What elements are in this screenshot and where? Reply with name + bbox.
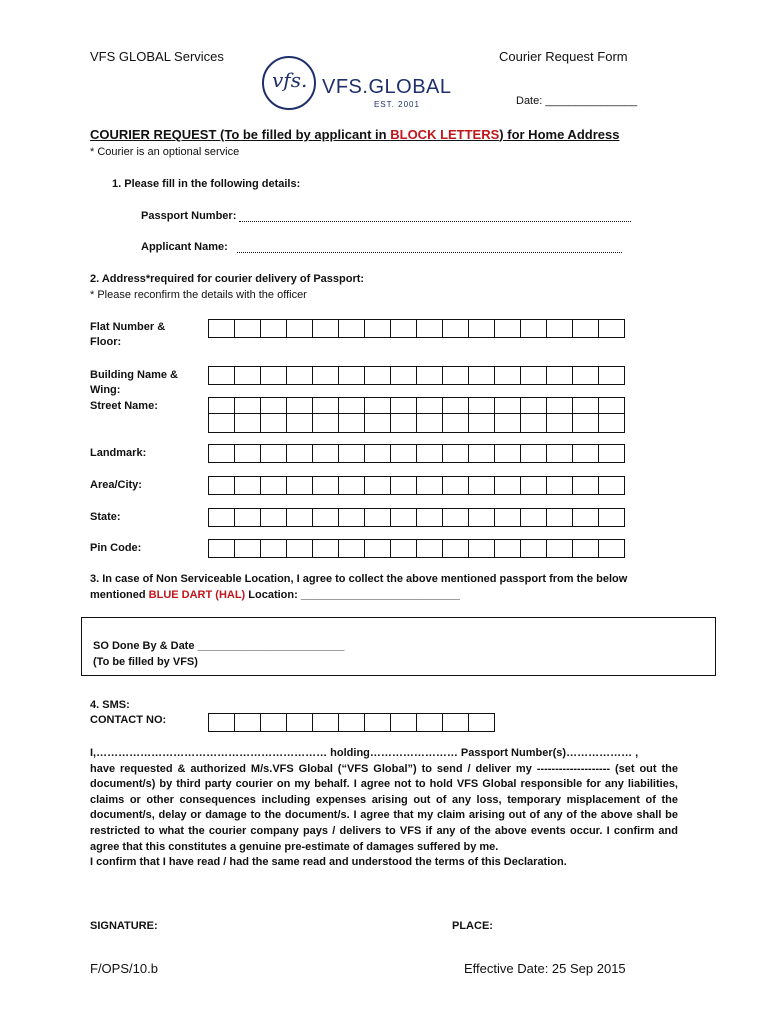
optional-note: * Courier is an optional service xyxy=(90,146,240,158)
date-field[interactable]: Date: _______________ xyxy=(516,95,638,107)
pin-code-label: Pin Code: xyxy=(90,542,142,554)
place-label: PLACE: xyxy=(452,920,493,932)
logo-brand: VFS.GLOBAL xyxy=(322,76,452,98)
street-name-boxes-row1[interactable] xyxy=(208,397,624,414)
street-name-boxes-row2[interactable] xyxy=(208,413,624,433)
section3-line1: 3. In case of Non Serviceable Location, I agree to collect the above mentioned passport from the below xyxy=(90,573,628,585)
applicant-name-input[interactable] xyxy=(237,252,622,253)
applicant-name-row xyxy=(141,241,622,253)
contact-no-boxes[interactable] xyxy=(208,713,494,732)
section3-line2: mentioned BLUE DART (HAL) Location: __________________________ xyxy=(90,589,460,601)
area-city-label: Area/City: xyxy=(90,479,142,491)
form-code: F/OPS/10.b xyxy=(90,961,158,976)
contact-no-label: CONTACT NO: xyxy=(90,714,167,726)
sms-label: 4. SMS: xyxy=(90,699,130,711)
building-name-boxes[interactable] xyxy=(208,366,624,385)
state-boxes[interactable] xyxy=(208,508,624,527)
state-label: State: xyxy=(90,511,121,523)
street-name-label: Street Name: xyxy=(90,400,158,412)
area-city-boxes[interactable] xyxy=(208,476,624,495)
building-name-label: Building Name & Wing: xyxy=(90,369,179,396)
flat-number-label: Flat Number & Floor: xyxy=(90,321,166,348)
declaration-confirm: I confirm that I have read / had the same read and understood the terms of this Declaration. xyxy=(90,856,567,869)
declaration xyxy=(90,746,678,871)
page-title: COURIER REQUEST (To be filled by applicant in BLOCK LETTERS) for Home Address xyxy=(90,127,620,142)
landmark-boxes[interactable] xyxy=(208,444,624,463)
passport-number-row xyxy=(141,210,631,222)
effective-date: Effective Date: 25 Sep 2015 xyxy=(464,961,626,976)
declaration-line1: I,……………………………………………………… holding…………………… Passport Number(s)……………… , xyxy=(90,747,639,759)
flat-number-boxes[interactable] xyxy=(208,319,624,338)
applicant-name-label: Applicant Name: xyxy=(141,241,228,253)
so-done-line2: (To be filled by VFS) xyxy=(93,656,198,668)
logo-mark: vfs. xyxy=(272,68,308,92)
passport-number-label: Passport Number: xyxy=(141,210,237,222)
passport-number-input[interactable] xyxy=(239,221,631,222)
section2-heading: 2. Address*required for courier delivery of Passport: xyxy=(90,273,365,285)
declaration-body: have requested & authorized M/s.VFS Global (“VFS Global”) to send / deliver my -------------------- (set out the document/s) by third party courier on my behalf. I agree not to hold VFS Global responsible for any liabilities, claims or other consequences including expenses arising out of any loss, temporary misplacement of the document/s, delay or damage to the document/s. I agree that my claim arising out of any of the above shall be restricted to what the courier company pays / delivers to VFS if any of the above events occur. I confirm and agree that this constitutes a genuine pre-estimate of damages suffered by me. xyxy=(90,762,678,853)
pin-code-boxes[interactable] xyxy=(208,539,624,558)
landmark-label: Landmark: xyxy=(90,447,147,459)
signature-label: SIGNATURE: xyxy=(90,920,158,932)
form-name: Courier Request Form xyxy=(499,49,628,64)
org-name: VFS GLOBAL Services xyxy=(90,49,224,64)
so-done-line1: SO Done By & Date ________________________ xyxy=(93,640,345,652)
section1-heading: 1. Please fill in the following details: xyxy=(112,178,301,190)
logo-est: EST. 2001 xyxy=(374,100,420,109)
reconfirm-note: * Please reconfirm the details with the officer xyxy=(90,289,307,301)
